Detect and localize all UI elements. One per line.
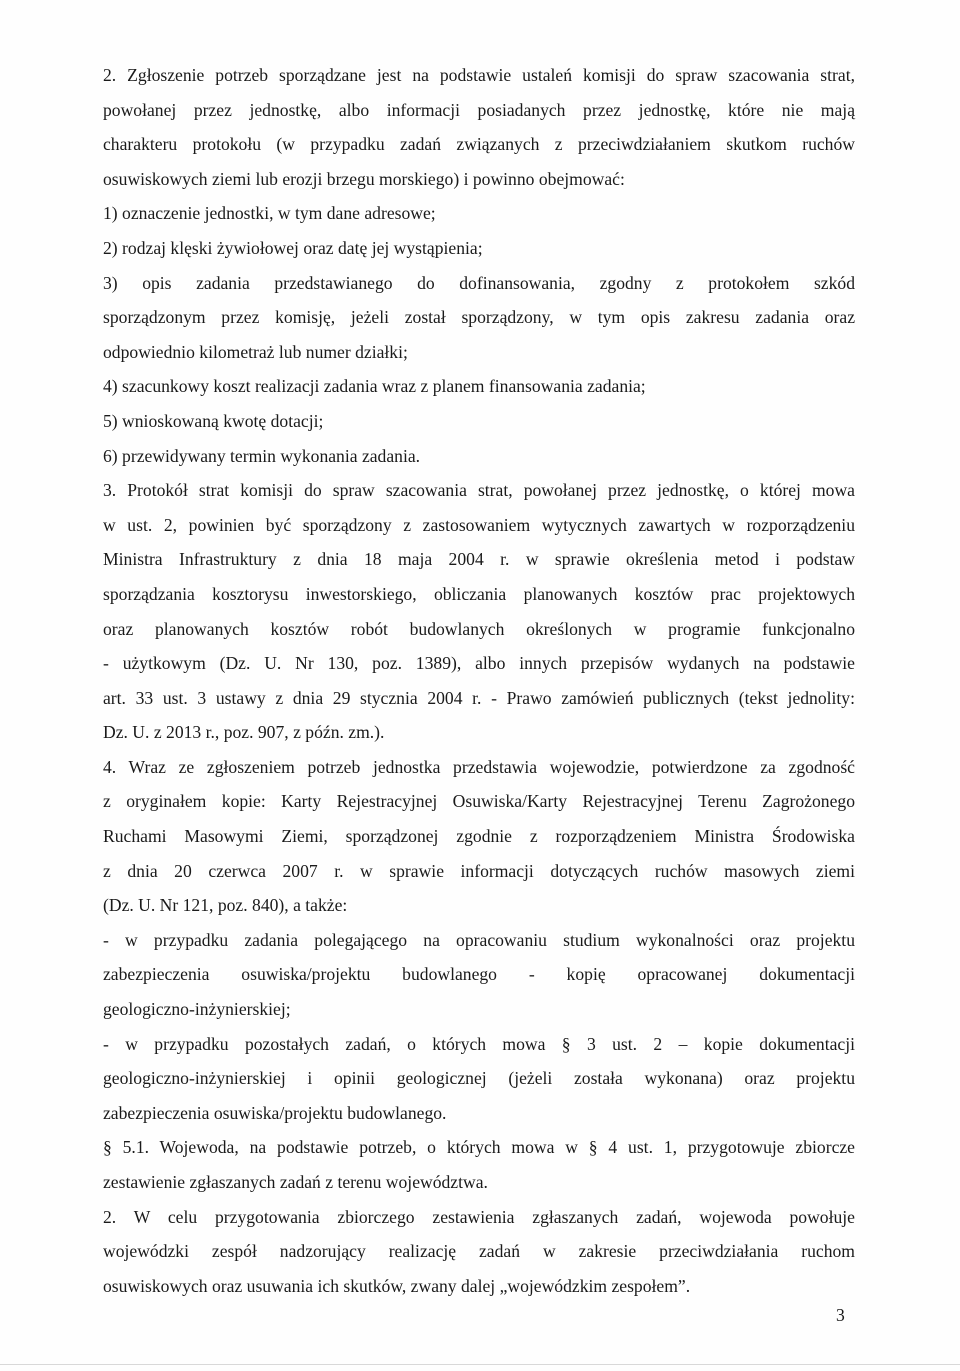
text-line: - w przypadku pozostałych zadań, o których mowa § 3 ust. 2 – kopie dokumentacji [103,1033,855,1054]
text-line: zabezpieczenia osuwiska/projektu budowlanego. [103,1102,447,1123]
text-line: zabezpieczenia osuwiska/projektu budowlanego - kopię opracowanej dokumentacji [103,964,855,985]
text-line: zestawienie zgłaszanych zadań z terenu województwa. [103,1172,488,1192]
text-line: geologiczno-inżynierskiej i opinii geologicznej (jeżeli została wykonana) oraz projektu [103,1068,855,1089]
text-line: w ust. 2, powinien być sporządzony z zastosowaniem wytycznych zawartych w rozporządzeniu [103,514,855,535]
text-line: charakteru protokołu (w przypadku zadań związanych z przeciwdziałaniem skutkom ruchów [103,134,855,155]
text-line: sporządzania kosztorysu inwestorskiego, obliczania planowanych kosztów prac projektowych [103,583,855,604]
text-line: Ministra Infrastruktury z dnia 18 maja 2004 r. w sprawie określenia metod i podstaw [103,549,855,570]
text-line: odpowiednio kilometraż lub numer działki; [103,341,408,362]
text-line: 4. Wraz ze zgłoszeniem potrzeb jednostka przedstawia wojewodzie, potwierdzone za zgodność [103,756,855,777]
text-line: 3) opis zadania przedstawianego do dofinansowania, zgodny z protokołem szkód [103,272,855,293]
text-line: geologiczno-inżynierskiej; [103,999,291,1020]
page-number: 3 [836,1305,845,1325]
text-line: Dz. U. z 2013 r., poz. 907, z późn. zm.). [103,722,385,743]
text-line: - w przypadku zadania polegającego na opracowaniu studium wykonalności oraz projektu [103,929,855,950]
scan-edge-divider [0,1364,960,1365]
text-line: z dnia 20 czerwca 2007 r. w sprawie informacji dotyczących ruchów masowych ziemi [103,860,855,881]
text-line: wojewódzki zespół nadzorujący realizację zadań w zakresie przeciwdziałania ruchom [103,1241,855,1262]
document-body [103,58,855,1303]
text-line: 3. Protokół strat komisji do spraw szacowania strat, powołanej przez jednostkę, o której mowa [103,480,855,501]
text-line: powołanej przez jednostkę, albo informacji posiadanych przez jednostkę, które nie mają [103,99,855,120]
text-line: art. 33 ust. 3 ustawy z dnia 29 stycznia 2004 r. - Prawo zamówień publicznych (tekst jednolity: [103,687,855,708]
text-line: osuwiskowych ziemi lub erozji brzegu morskiego) i powinno obejmować: [103,168,625,189]
text-line: § 5.1. Wojewoda, na podstawie potrzeb, o których mowa w § 4 ust. 1, przygotowuje zbiorcze [103,1137,855,1158]
text-line: sporządzonym przez komisję, jeżeli został sporządzony, w tym opis zakresu zadania oraz [103,307,855,328]
text-line: 6) przewidywany termin wykonania zadania. [103,445,421,466]
text-line: Ruchami Masowymi Ziemi, sporządzonej zgodnie z rozporządzeniem Ministra Środowiska [103,826,855,847]
text-line: 5) wnioskowaną kwotę dotacji; [103,410,324,431]
text-line: - użytkowym (Dz. U. Nr 130, poz. 1389), albo innych przepisów wydanych na podstawie [103,653,855,674]
text-line: 2. Zgłoszenie potrzeb sporządzane jest na podstawie ustaleń komisji do spraw szacowania strat, [103,65,855,85]
text-line: oraz planowanych kosztów robót budowlanych określonych w programie funkcjonalno [103,618,855,639]
text-line: 2) rodzaj klęski żywiołowej oraz datę jej wystąpienia; [103,237,483,258]
text-line: 2. W celu przygotowania zbiorczego zestawienia zgłaszanych zadań, wojewoda powołuje [103,1206,855,1227]
text-line: (Dz. U. Nr 121, poz. 840), a także: [103,895,348,916]
text-line: osuwiskowych oraz usuwania ich skutków, zwany dalej „wojewódzkim zespołem”. [103,1275,691,1296]
text-line: 4) szacunkowy koszt realizacji zadania wraz z planem finansowania zadania; [103,376,646,397]
text-line: z oryginałem kopie: Karty Rejestracyjnej Osuwiska/Karty Rejestracyjnej Terenu Zagrożonego [103,791,855,812]
text-line: 1) oznaczenie jednostki, w tym dane adresowe; [103,203,436,224]
